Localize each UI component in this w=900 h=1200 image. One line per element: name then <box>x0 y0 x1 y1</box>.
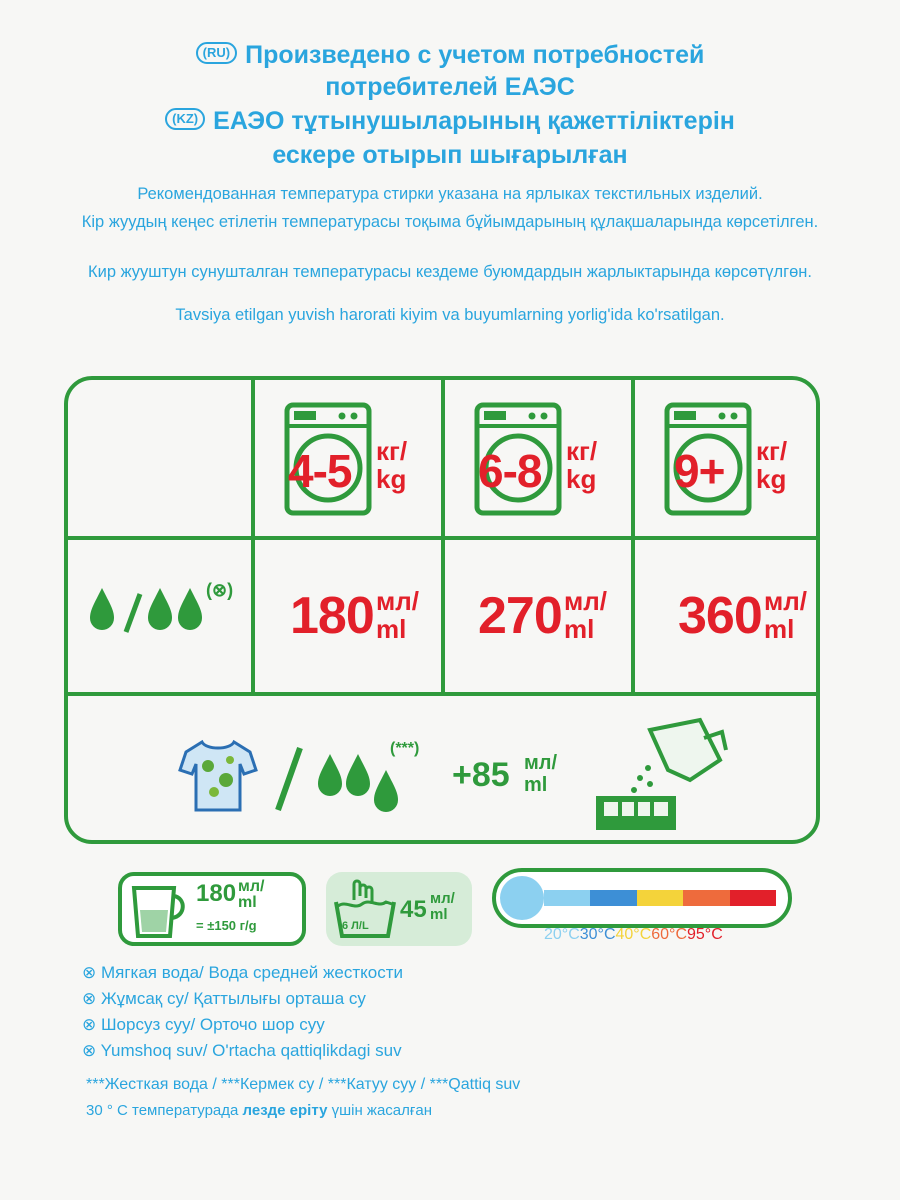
load-value: 4-5 <box>288 445 352 497</box>
load-unit-bottom: kg <box>376 464 407 494</box>
dose-unit-bottom: ml <box>376 614 407 644</box>
note-kz: Кір жуудың кеңес етілетін температурасы тоқыма бұйымдарының құлақшаларында көрсетілген. <box>81 213 819 231</box>
extra-dose-unit-top: мл/ <box>524 752 558 774</box>
ru-tag: (RU) <box>196 42 237 64</box>
temp-label: 30°C <box>579 926 616 943</box>
washing-machine-load-1 <box>284 402 434 522</box>
cup-value: 180 <box>196 880 237 907</box>
dosage-table <box>64 376 820 844</box>
kz-heading-line2: ескере отырып шығарылған <box>272 141 628 169</box>
footer-note: 30 ° С температурада лезде еріту үшін жасалған <box>86 1102 432 1119</box>
note-ky: Кир жууштун сунушталган температурасы кездеме буюмдардын жарлыктарында көрсөтүлгөн. <box>87 263 812 281</box>
note-ru: Рекомендованная температура стирки указана на ярлыках текстильных изделий. <box>137 185 763 203</box>
ru-heading: (RU) Произведено с учетом потребностей <box>0 40 900 70</box>
temp-segment <box>683 890 729 906</box>
ru-heading-line2: потребителей ЕАЭС <box>325 73 575 101</box>
temp-segment <box>590 890 636 906</box>
cup-unit-top: мл/ <box>238 878 265 895</box>
temp-label: 95°C <box>687 926 723 943</box>
legend-kz: ⊗ Жұмсақ су/ Қаттылығы орташа су <box>82 989 366 1008</box>
dose-1 <box>290 586 419 646</box>
pour-into-drawer-icon <box>590 710 730 834</box>
hand-wash-volume: 6 Л/L <box>342 920 369 932</box>
temp-label: 60°C <box>651 926 687 943</box>
load-unit-bottom: kg <box>756 464 787 494</box>
hard-water-legend: ***Жесткая вода / ***Кермек су / ***Катуу суу / ***Qattiq suv <box>86 1076 521 1093</box>
dose-2 <box>478 586 607 646</box>
dose-3 <box>678 586 807 646</box>
extra-dose-unit-bottom: ml <box>524 774 548 796</box>
washing-machine-load-2 <box>474 402 624 522</box>
temperature-labels <box>544 926 804 944</box>
hard-water-mark: (***) <box>390 740 420 757</box>
dose-unit-bottom: ml <box>764 614 795 644</box>
thermometer-bulb <box>500 876 544 920</box>
measuring-cup-icon <box>130 882 188 940</box>
dose-unit-bottom: ml <box>564 614 595 644</box>
hand-wash-unit-top: мл/ <box>430 890 455 907</box>
cup-unit-bottom: ml <box>238 894 257 911</box>
load-unit-top: кг/ <box>376 436 408 466</box>
dose-unit-top: мл/ <box>764 586 807 616</box>
heavy-soil-row <box>178 730 818 830</box>
load-value: 6-8 <box>478 445 542 497</box>
kz-tag: (KZ) <box>165 108 205 130</box>
kz-heading: (KZ) ЕАЭО тұтынушыларының қажеттіліктерін <box>0 106 900 136</box>
stained-tshirt-icon <box>178 736 258 816</box>
load-unit-top: кг/ <box>756 436 788 466</box>
table-divider <box>68 536 816 540</box>
table-divider <box>68 692 816 696</box>
slash-icon <box>274 744 304 814</box>
temp-segment <box>730 890 776 906</box>
note-uz: Tavsiya etilgan yuvish harorati kiyim va buyumlarning yorlig'ida ko'rsatilgan. <box>175 306 725 324</box>
load-value: 9+ <box>674 445 725 497</box>
dose-unit-top: мл/ <box>564 586 607 616</box>
thermometer-bar <box>544 890 776 906</box>
dose-value: 270 <box>478 587 562 645</box>
temp-label: 20°C <box>544 926 580 943</box>
temp-segment <box>544 890 590 906</box>
cup-equivalent: = ±150 г/g <box>196 918 257 933</box>
load-unit-bottom: kg <box>566 464 597 494</box>
temp-label: 40°C <box>615 926 652 943</box>
legend-ky: ⊗ Шорсуз суу/ Орточо шор суу <box>82 1015 325 1034</box>
hand-wash-unit-bottom: ml <box>430 906 448 923</box>
dose-value: 180 <box>290 587 374 645</box>
load-unit-top: кг/ <box>566 436 598 466</box>
washing-machine-load-3 <box>664 402 814 522</box>
dose-value: 360 <box>678 587 762 645</box>
temperature-scale <box>492 868 800 952</box>
legend-uz: ⊗ Yumshoq suv/ O'rtacha qattiqlikdagi suv <box>82 1041 402 1060</box>
soft-water-mark: (⊗) <box>206 580 234 600</box>
hand-wash-box <box>326 872 472 946</box>
extra-dose-value: +85 <box>452 756 510 794</box>
legend-ru: ⊗ Мягкая вода/ Вода средней жесткости <box>82 963 403 982</box>
hand-wash-value: 45 <box>400 896 427 923</box>
temp-segment <box>637 890 683 906</box>
dose-unit-top: мл/ <box>376 586 419 616</box>
soft-water-drops <box>90 580 250 650</box>
measuring-cup-box <box>118 872 306 946</box>
